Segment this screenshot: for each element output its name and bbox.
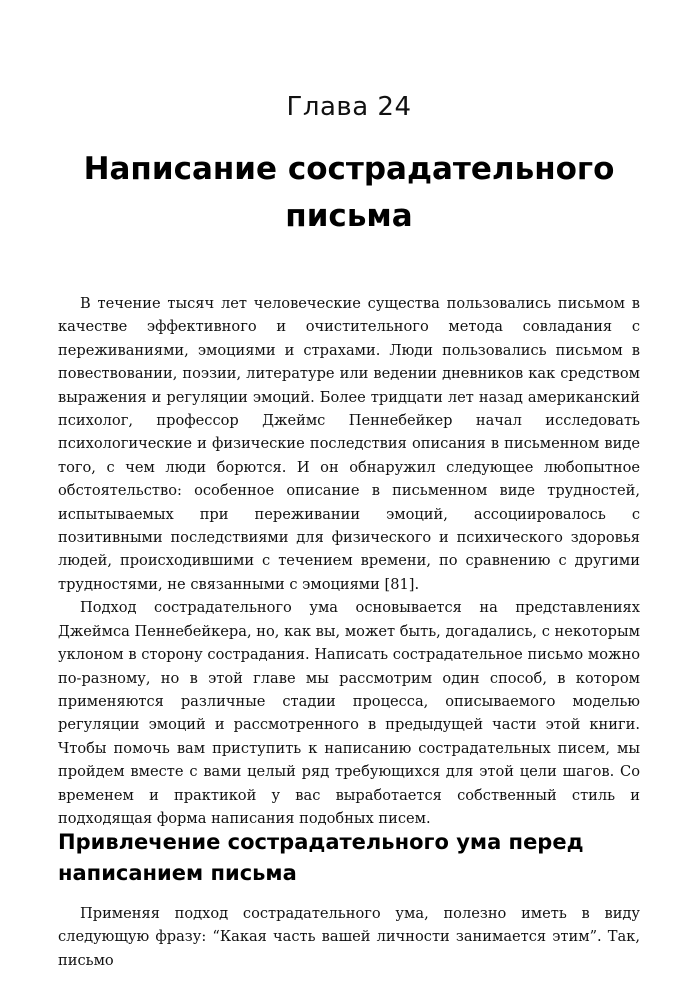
chapter-label: Глава 24 (286, 92, 412, 122)
chapter-title: Написание сострадательного письма (83, 151, 615, 234)
section-text (58, 902, 640, 972)
paragraph: Подход сострадательного ума основывается на представлениях Джеймса Пеннебейкера, но, как вы, может быть, догадались, с некоторым уклоном в сторону сострадания. Написать сострадательное письмо можно по-разному, но в этой главе мы рассмотрим один способ, в котором применяются различные стадии процесса, описываемого моделью регуляции эмоций и рассмотренного в предыдущей части этой книги. Чтобы помочь вам приступить к написанию сострадательных писем, мы пройдем вместе с вами целый ряд требующихся для этой цели шагов. Со временем и практикой у вас выработается собственный стиль и подходящая форма написания подобных писем. (58, 599, 640, 827)
section-heading: Привлечение сострадательного ума перед написанием письма (58, 830, 584, 885)
paragraph: В течение тысяч лет человеческие существа пользовались письмом в качестве эффективного и очистительного метода совладания с переживаниями, эмоциями и страхами. Люди пользовались письмом в повествовании, поэзии, литературе или ведении дневников как средством выражения и регуляции эмоций. Более тридцати лет назад американский психолог, профессор Джеймс Пеннебейкер начал исследовать психологические и физические последствия описания в письменном виде того, с чем люди борются. И он обнаружил следующее любопытное обстоятельство: особенное описание в письменном виде трудностей, испытываемых при переживании эмоций, ассоциировалось с позитивными последствиями для физического и психического здоровья людей, происходившими с течением времени, по сравнению с другими трудностями, не связанными с эмоциями [81]. (58, 295, 640, 593)
paragraph: Применяя подход сострадательного ума, полезно иметь в виду следующую фразу: “Какая часть вашей личности занимается этим”. Так, письмо (58, 905, 640, 969)
intro-text (58, 292, 640, 830)
